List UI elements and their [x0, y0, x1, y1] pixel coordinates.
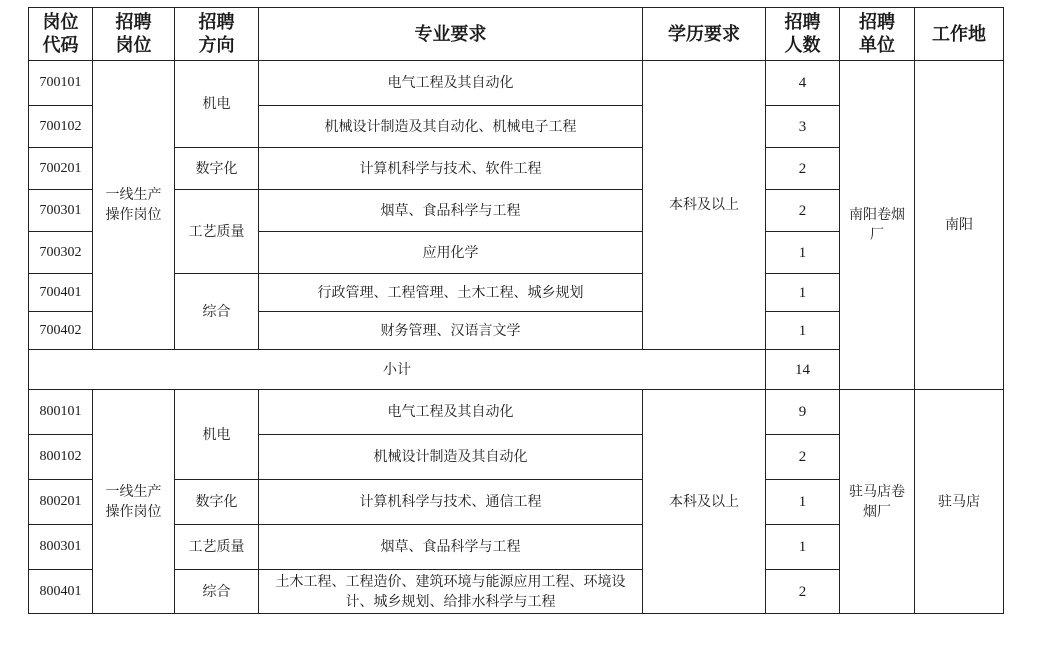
direction: 工艺质量: [175, 525, 259, 570]
recruitment-table: [28, 7, 1004, 614]
hiring-unit: 南阳卷烟厂: [840, 61, 915, 390]
direction: 机电: [175, 390, 259, 480]
subtotal-count: 14: [766, 350, 840, 390]
post-code: 700101: [29, 61, 93, 106]
post-name: 一线生产操作岗位: [93, 61, 175, 350]
education-requirement: 本科及以上: [643, 390, 766, 614]
hire-count: 2: [766, 190, 840, 232]
post-code: 800201: [29, 480, 93, 525]
header-post: 招聘岗位: [93, 8, 175, 61]
major-requirement: 计算机科学与技术、通信工程: [259, 480, 643, 525]
major-requirement: 应用化学: [259, 232, 643, 274]
major-requirement: 财务管理、汉语言文学: [259, 312, 643, 350]
direction: 机电: [175, 61, 259, 148]
header-major: 专业要求: [259, 8, 643, 61]
hiring-unit: 驻马店卷烟厂: [840, 390, 915, 614]
direction: 综合: [175, 570, 259, 614]
table-row: [29, 61, 1004, 106]
post-code: 800102: [29, 435, 93, 480]
post-code: 700301: [29, 190, 93, 232]
major-requirement: 电气工程及其自动化: [259, 390, 643, 435]
header-row: [29, 8, 1004, 61]
hire-count: 2: [766, 570, 840, 614]
post-code: 700201: [29, 148, 93, 190]
direction: 数字化: [175, 480, 259, 525]
post-code: 700402: [29, 312, 93, 350]
hire-count: 1: [766, 525, 840, 570]
header-count: 招聘人数: [766, 8, 840, 61]
hire-count: 3: [766, 106, 840, 148]
hire-count: 1: [766, 312, 840, 350]
hire-count: 2: [766, 435, 840, 480]
major-requirement: 土木工程、工程造价、建筑环境与能源应用工程、环境设计、城乡规划、给排水科学与工程: [259, 570, 643, 614]
direction: 工艺质量: [175, 190, 259, 274]
hire-count: 1: [766, 480, 840, 525]
header-code: 岗位代码: [29, 8, 93, 61]
hire-count: 1: [766, 274, 840, 312]
header-direction: 招聘方向: [175, 8, 259, 61]
subtotal-label: 小计: [29, 350, 766, 390]
major-requirement: 电气工程及其自动化: [259, 61, 643, 106]
header-education: 学历要求: [643, 8, 766, 61]
work-location: 南阳: [915, 61, 1004, 390]
post-code: 800301: [29, 525, 93, 570]
post-code: 700401: [29, 274, 93, 312]
major-requirement: 行政管理、工程管理、土木工程、城乡规划: [259, 274, 643, 312]
hire-count: 4: [766, 61, 840, 106]
direction: 数字化: [175, 148, 259, 190]
post-code: 800401: [29, 570, 93, 614]
major-requirement: 烟草、食品科学与工程: [259, 190, 643, 232]
table-row: [29, 390, 1004, 435]
post-code: 800101: [29, 390, 93, 435]
major-requirement: 机械设计制造及其自动化、机械电子工程: [259, 106, 643, 148]
header-unit: 招聘单位: [840, 8, 915, 61]
major-requirement: 烟草、食品科学与工程: [259, 525, 643, 570]
direction: 综合: [175, 274, 259, 350]
education-requirement: 本科及以上: [643, 61, 766, 350]
post-code: 700102: [29, 106, 93, 148]
hire-count: 9: [766, 390, 840, 435]
work-location: 驻马店: [915, 390, 1004, 614]
hire-count: 2: [766, 148, 840, 190]
major-requirement: 计算机科学与技术、软件工程: [259, 148, 643, 190]
header-location: 工作地: [915, 8, 1004, 61]
post-name: 一线生产操作岗位: [93, 390, 175, 614]
major-requirement: 机械设计制造及其自动化: [259, 435, 643, 480]
hire-count: 1: [766, 232, 840, 274]
post-code: 700302: [29, 232, 93, 274]
